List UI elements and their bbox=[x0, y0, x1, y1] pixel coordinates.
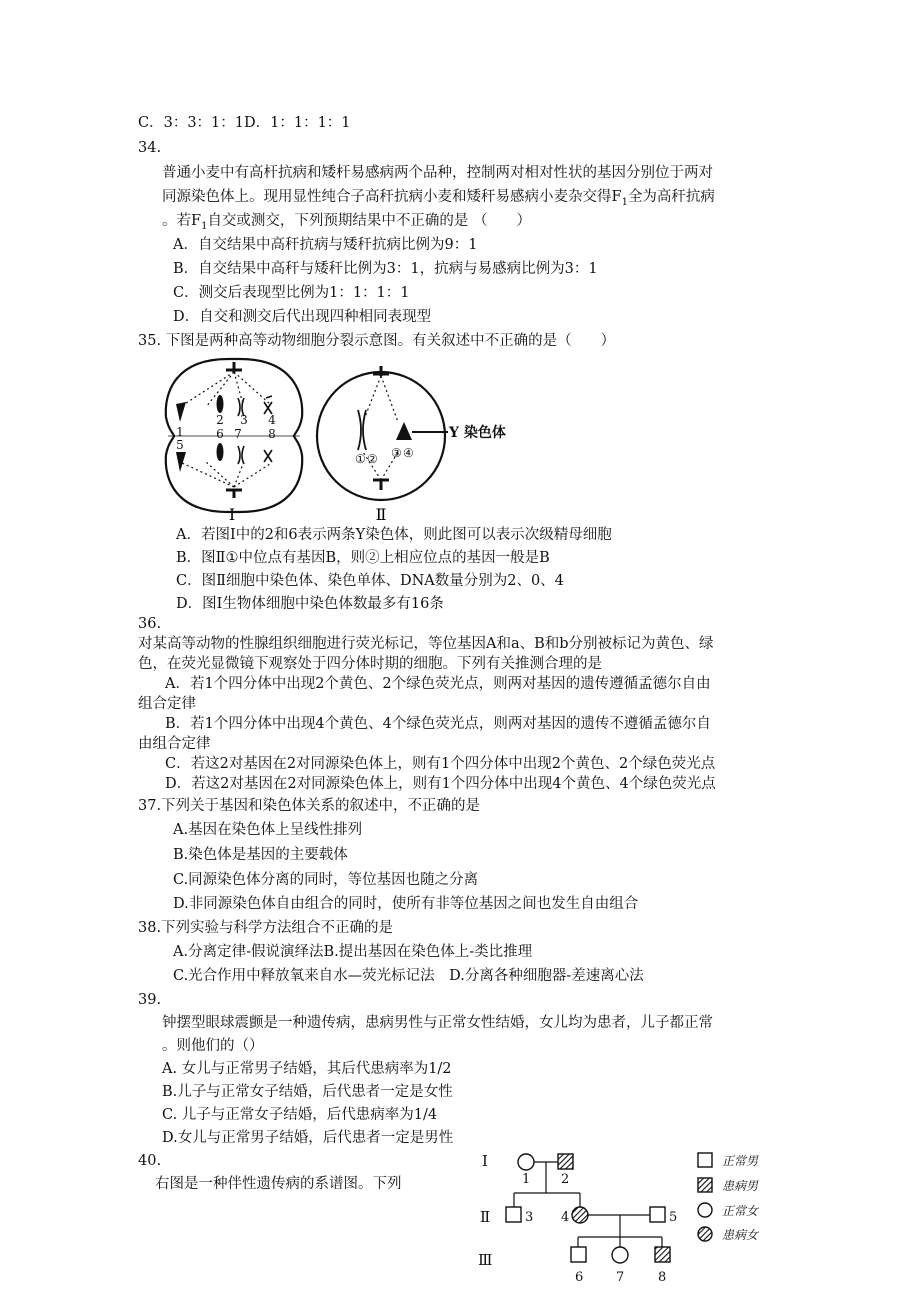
chromosome-number-4: 4 bbox=[268, 413, 276, 427]
chromosome-number-labels bbox=[176, 413, 276, 452]
individual-5-normal-male bbox=[650, 1207, 665, 1222]
individual-8-affected-male bbox=[655, 1247, 670, 1262]
q36-option-a-line2: 组合定律 bbox=[138, 696, 196, 712]
individual-4-affected-female bbox=[572, 1207, 588, 1223]
q33-option-c: C．3：3：1：1D．1：1：1：1 bbox=[138, 115, 351, 131]
individual-2-number: 2 bbox=[561, 1172, 570, 1187]
cell-one-label: Ⅰ bbox=[228, 505, 236, 522]
q35-option-c: C．图Ⅱ细胞中染色体、染色单体、DNA数量分别为2、0、4 bbox=[176, 573, 564, 589]
generation-I-label: Ⅰ bbox=[482, 1152, 488, 1170]
generation-II-label: Ⅱ bbox=[480, 1208, 491, 1226]
generation-labels bbox=[478, 1152, 492, 1269]
individual-6-normal-male bbox=[571, 1247, 586, 1262]
q35-option-b: B．图Ⅱ①中位点有基因B，则②上相应位点的基因一般是B bbox=[176, 550, 550, 566]
q36-stem-line1: 对某高等动物的性腺组织细胞进行荧光标记，等位基因A和a、B和b分别被标记为黄色、绿 bbox=[138, 636, 714, 652]
q37-option-b: B.染色体是基因的主要载体 bbox=[173, 847, 348, 863]
q38-options-ab: A.分离定律-假说演绎法B.提出基因在染色体上-类比推理 bbox=[173, 944, 533, 960]
chromosome-number-2: 2 bbox=[216, 413, 224, 427]
individual-number-labels bbox=[522, 1172, 677, 1285]
q39-stem-line2: 。则他们的（） bbox=[162, 1038, 264, 1054]
q39-option-a: A. 女儿与正常男子结婚，其后代患病率为1/2 bbox=[162, 1061, 452, 1077]
legend-affected-female: 患病女 bbox=[722, 1228, 759, 1242]
q35-stem: 35. 下图是两种高等动物细胞分裂示意图。有关叙述中不正确的是（ ） bbox=[138, 333, 616, 349]
q39-option-b: B.儿子与正常女子结婚，后代患者一定是女性 bbox=[162, 1084, 453, 1100]
q36-option-c: C．若这2对基因在2对同源染色体上，则有1个四分体中出现2个黄色、2个绿色荧光点 bbox=[165, 756, 716, 772]
legend-normal-male-icon bbox=[698, 1153, 712, 1167]
q36-option-d: D．若这2对基因在2对同源染色体上，则有1个四分体中出现4个黄色、4个绿色荧光点 bbox=[165, 776, 716, 792]
chromosome-number-5: 5 bbox=[176, 438, 184, 452]
q34-option-c: C．测交后表现型比例为1：1：1：1 bbox=[173, 285, 410, 301]
q39-option-d: D.女儿与正常男子结婚，后代患者一定是男性 bbox=[162, 1130, 454, 1146]
q34-stem-line2: 同源染色体上。现用显性纯合子高秆抗病小麦和矮秆易感病小麦杂交得$F_1$全为高秆抗病 bbox=[162, 189, 715, 208]
q37-stem: 37.下列关于基因和染色体关系的叙述中，不正确的是 bbox=[138, 798, 481, 814]
q40-stem: 右图是一种伴性遗传病的系谱图。下列 bbox=[155, 1176, 402, 1192]
y-chromosome-label: Y 染色体 bbox=[449, 425, 506, 441]
q34-option-b: B．自交结果中高秆与矮秆比例为3：1，抗病与易感病比例为3：1 bbox=[173, 261, 598, 277]
legend-affected-male: 患病男 bbox=[722, 1179, 759, 1193]
q38-stem: 38.下列实验与科学方法组合不正确的是 bbox=[138, 920, 394, 936]
individual-6-number: 6 bbox=[575, 1270, 584, 1285]
chromosome-number-7: 7 bbox=[234, 427, 242, 441]
q34-stem-line1: 普通小麦中有高杆抗病和矮杆易感病两个品种，控制两对相对性状的基因分别位于两对 bbox=[162, 165, 713, 181]
individual-1-normal-female bbox=[518, 1154, 534, 1170]
q36-option-a-line1: A．若1个四分体中出现2个黄色、2个绿色荧光点，则两对基因的遗传遵循孟德尔自由 bbox=[165, 676, 711, 692]
q37-option-d: D.非同源染色体自由组合的同时，使所有非等位基因之间也发生自由组合 bbox=[173, 896, 639, 912]
individual-7-number: 7 bbox=[616, 1270, 625, 1285]
legend-normal-male: 正常男 bbox=[722, 1154, 759, 1168]
q36-option-b-line2: 由组合定律 bbox=[138, 736, 211, 752]
individual-7-normal-female bbox=[612, 1247, 628, 1263]
circled-number-4: ④ bbox=[403, 446, 414, 460]
q35-option-d: D．图I生物体细胞中染色体数最多有16条 bbox=[176, 596, 444, 612]
q39-number: 39. bbox=[138, 992, 162, 1008]
individual-8-number: 8 bbox=[658, 1270, 667, 1285]
q36-option-b-line1: B．若1个四分体中出现4个黄色、4个绿色荧光点，则两对基因的遗传不遵循孟德尔自 bbox=[165, 716, 711, 732]
q38-options-cd: C.光合作用中释放氧来自水—荧光标记法 D.分离各种细胞器-差速离心法 bbox=[173, 968, 644, 984]
q36-number: 36. bbox=[138, 616, 162, 632]
circled-number-labels bbox=[355, 446, 414, 466]
chromosome-number-6: 6 bbox=[216, 427, 224, 441]
individual-3-normal-male bbox=[506, 1207, 521, 1222]
q34-option-a: A．自交结果中高秆抗病与矮秆抗病比例为9：1 bbox=[173, 237, 478, 253]
q34-stem-line3: 。若$F_1$自交或测交，下列预期结果中不正确的是 （ ） bbox=[162, 213, 532, 232]
circled-number-3: ③ bbox=[391, 446, 402, 460]
q40-number: 40. bbox=[138, 1153, 162, 1169]
chromosome-number-8: 8 bbox=[268, 427, 276, 441]
q39-option-c: C. 儿子与正常女子结婚，后代患病率为1/4 bbox=[162, 1107, 438, 1123]
individual-5-number: 5 bbox=[669, 1210, 678, 1225]
circled-number-2: ② bbox=[367, 452, 378, 466]
cell-division-figure bbox=[158, 352, 528, 522]
pedigree-chart bbox=[470, 1145, 790, 1285]
q36-stem-line2: 色，在荧光显微镜下观察处于四分体时期的细胞。下列有关推测合理的是 bbox=[138, 656, 602, 672]
q39-stem-line1: 钟摆型眼球震颤是一种遗传病，患病男性与正常女性结婚，女儿均为患者，儿子都正常 bbox=[162, 1015, 713, 1031]
legend-affected-male-icon bbox=[698, 1178, 712, 1192]
circled-number-1: ① bbox=[355, 452, 366, 466]
pedigree-legend bbox=[698, 1153, 760, 1242]
individual-2-affected-male bbox=[558, 1154, 573, 1169]
q34-number: 34. bbox=[138, 140, 162, 156]
chromosome-number-3: 3 bbox=[240, 413, 248, 427]
q34-option-d: D．自交和测交后代出现四种相同表现型 bbox=[173, 309, 432, 325]
individual-1-number: 1 bbox=[522, 1172, 531, 1187]
legend-normal-female-icon bbox=[698, 1203, 712, 1217]
q37-option-a: A.基因在染色体上呈线性排列 bbox=[173, 822, 363, 838]
q37-option-c: C.同源染色体分离的同时，等位基因也随之分离 bbox=[173, 872, 479, 888]
q35-option-a: A．若图I中的2和6表示两条Y染色体，则此图可以表示次级精母细胞 bbox=[176, 527, 612, 543]
individual-4-number: 4 bbox=[561, 1210, 570, 1225]
chromosome-number-1: 1 bbox=[176, 425, 184, 439]
generation-III-label: Ⅲ bbox=[478, 1251, 493, 1269]
individual-3-number: 3 bbox=[525, 1210, 534, 1225]
cell-two-label: Ⅱ bbox=[375, 505, 387, 522]
legend-affected-female-icon bbox=[698, 1227, 712, 1241]
legend-normal-female: 正常女 bbox=[722, 1204, 759, 1218]
